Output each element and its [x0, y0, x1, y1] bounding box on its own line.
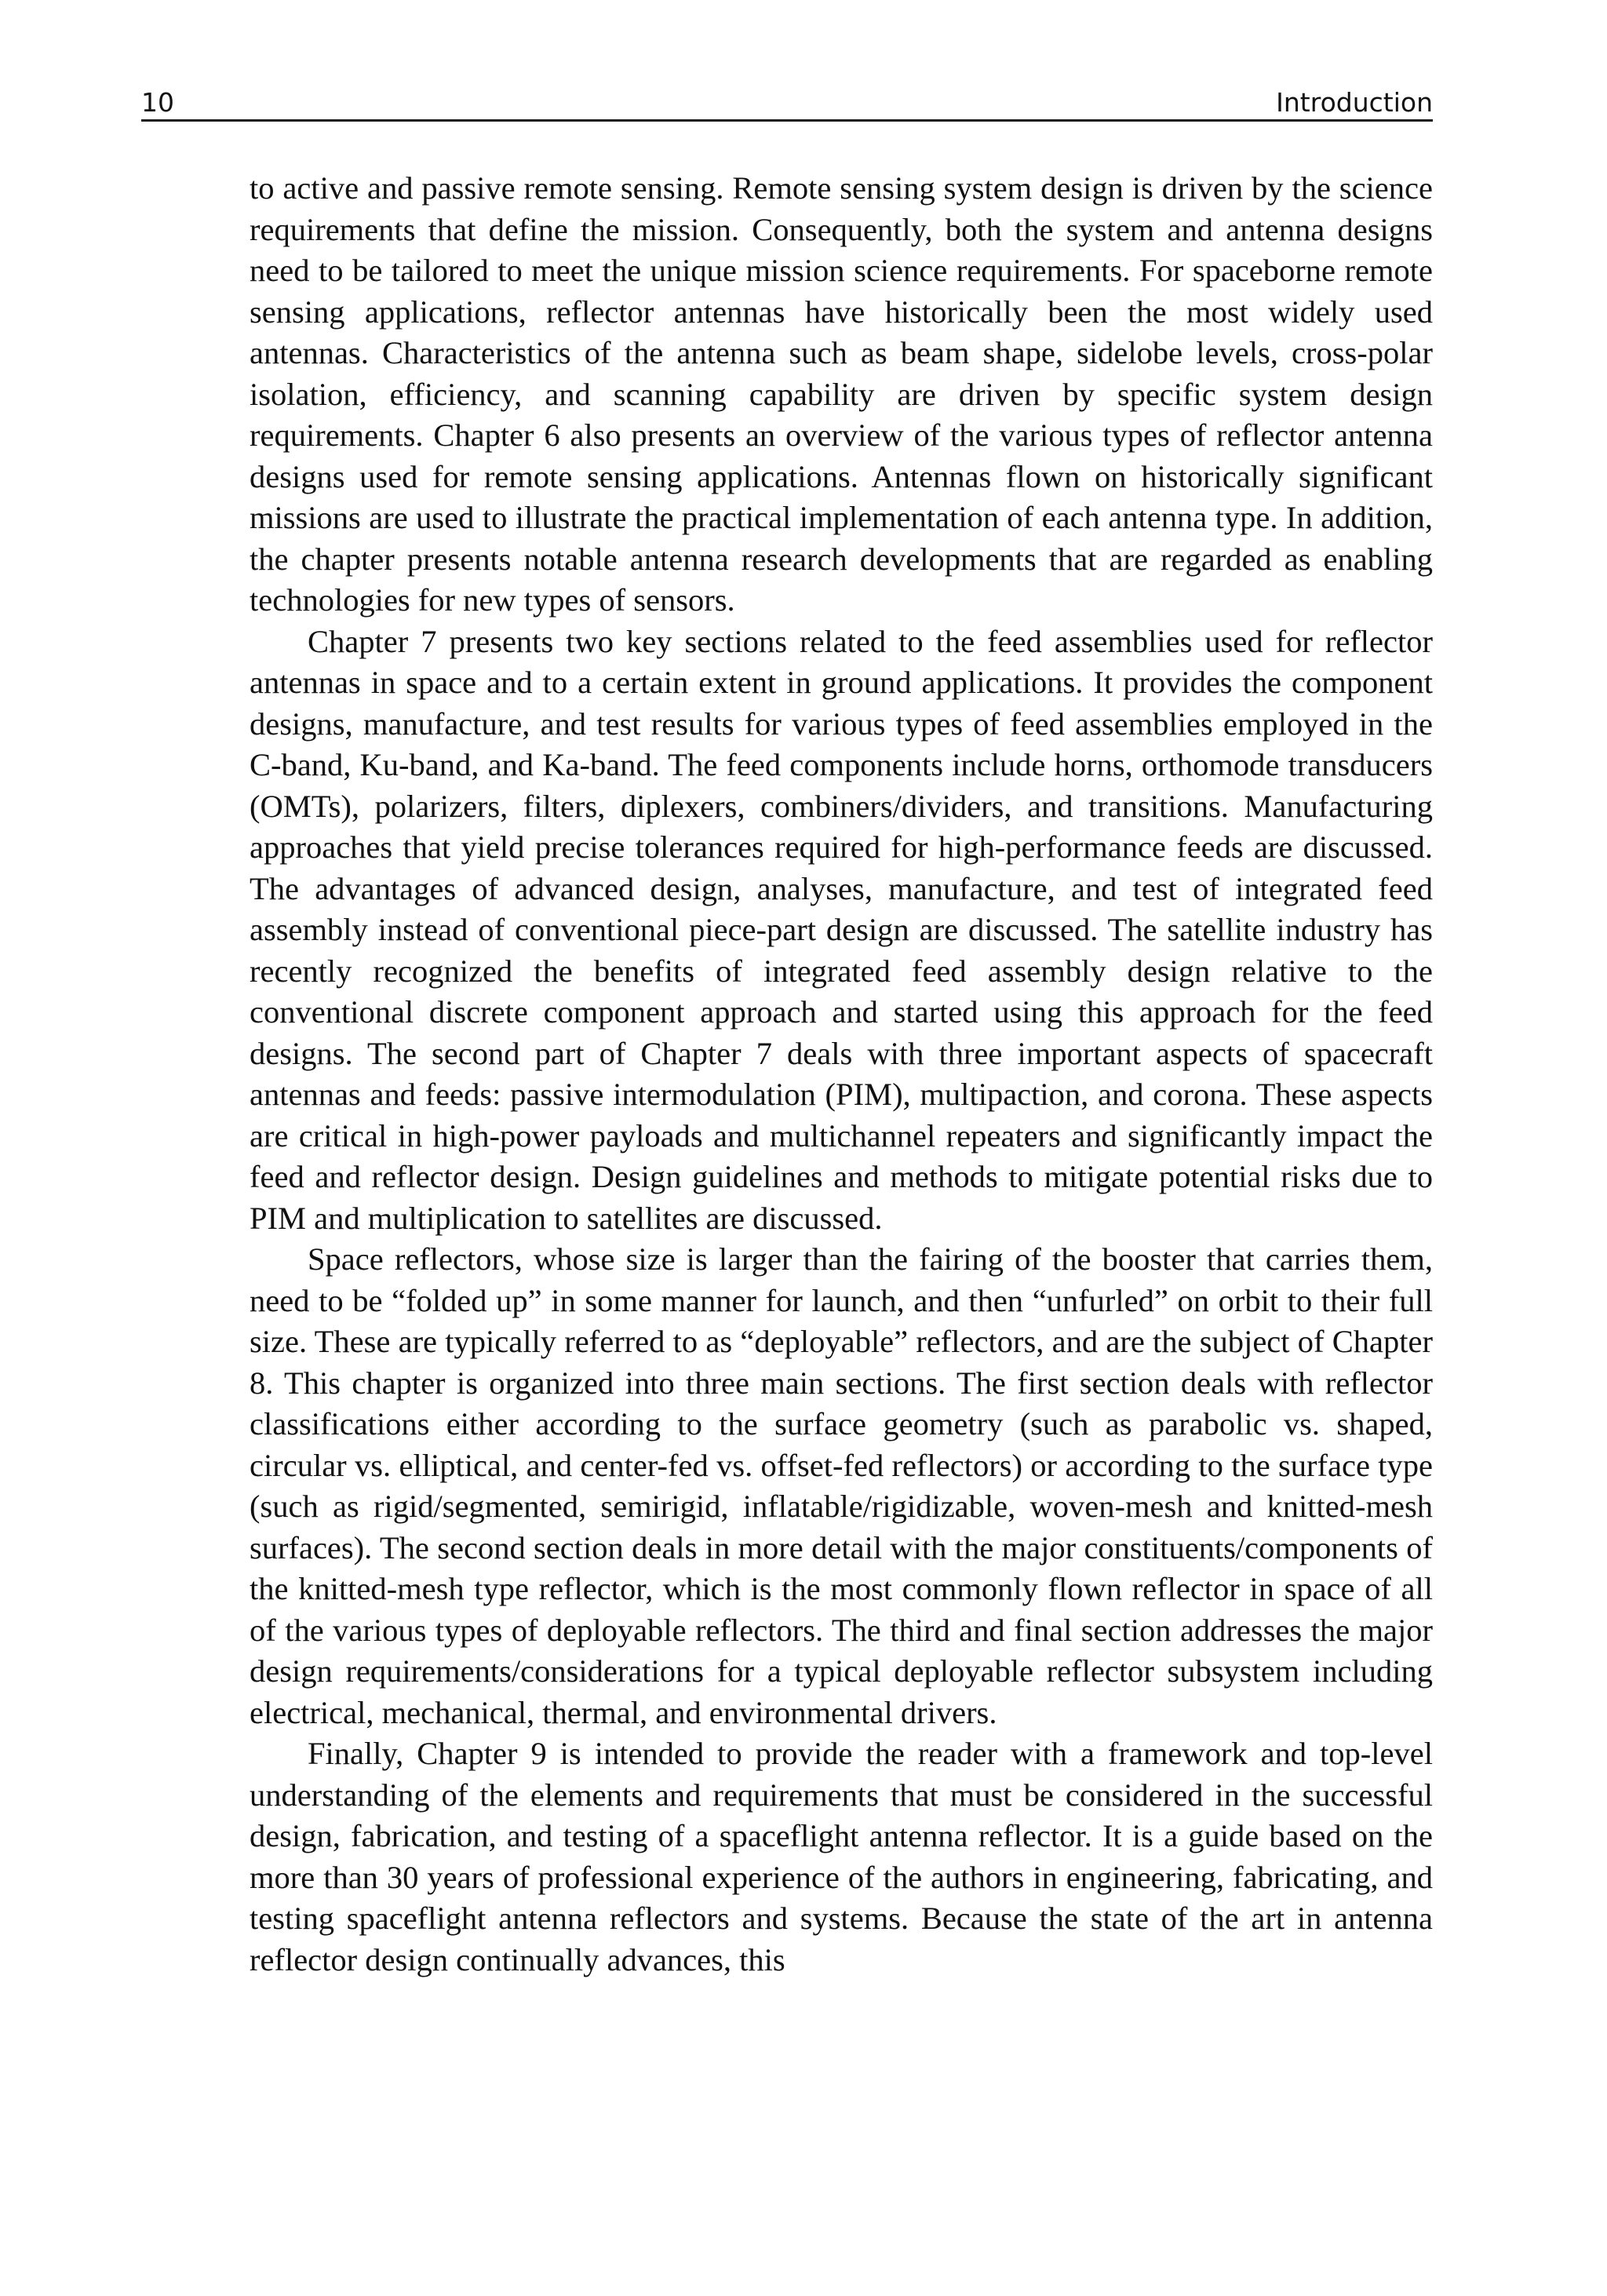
- running-head: [141, 86, 1433, 122]
- paragraph-chapter-8: Space reflectors, whose size is larger than the fairing of the booster that carries them, need to be “folded up” in some manner for launch, and then “unfurled” on orbit to their full size. These are typically referred to as “deployable” reflectors, and are the subject of Chapter 8. This chapter is organized into three main sections. The first section deals with reflector classifications either according to the surface geometry (such as parabolic vs. shaped, circular vs. elliptical, and center-fed vs. offset-fed reflectors) or according to the surface type (such as rigid/segmented, semirigid, inflatable/rigidizable, woven-mesh and knitted-mesh surfaces). The second section deals in more detail with the major constituents/components of the knitted-mesh type reflector, which is the most commonly flown reflector in space of all of the various types of deployable reflectors. The third and final section addresses the major design requirements/considerations for a typical deployable reflector subsystem including electrical, mechanical, thermal, and environmental drivers.: [250, 1241, 1433, 1730]
- body-text: [250, 168, 1433, 1981]
- paragraph-chapter-7: Chapter 7 presents two key sections related to the feed assemblies used for reflector antennas in space and to a certain extent in ground applications. It provides the component designs, manufacture, and test results for various types of feed assemblies employed in the C-band, Ku-band, and Ka-band. The feed components include horns, orthomode transducers (OMTs), polarizers, filters, diplexers, combiners/dividers, and transitions. Manufacturing approaches that yield precise tolerances required for high-performance feeds are discussed. The advantages of advanced design, analyses, manufacture, and test of integrated feed assembly instead of conventional piece-part design are discussed. The satellite industry has recently recognized the benefits of integrated feed assembly design relative to the conventional discrete component approach and started using this approach for the feed designs. The second part of Chapter 7 deals with three important aspects of spacecraft antennas and feeds: passive intermodulation (PIM), multipaction, and corona. These aspects are critical in high-power payloads and multichannel repeaters and significantly impact the feed and reflector design. Design guidelines and methods to mitigate potential risks due to PIM and multiplication to satellites are discussed.: [250, 623, 1433, 1236]
- page-number: 10: [141, 87, 174, 118]
- paragraph-continued: to active and passive remote sensing. Remote sensing system design is driven by the science requirements that define the mission. Consequently, both the system and antenna designs need to be tailored to meet the unique mission science requirements. For spaceborne remote sensing applications, reflector antennas have historically been the most widely used antennas. Characteristics of the antenna such as beam shape, sidelobe levels, cross-polar isolation, efficiency, and scanning capability are driven by specific system design requirements. Chapter 6 also presents an overview of the various types of reflector antenna designs used for remote sensing applications. Antennas flown on historically significant missions are used to illustrate the practical implementation of each antenna type. In addition, the chapter presents notable antenna research developments that are regarded as enabling technologies for new types of sensors.: [250, 170, 1433, 618]
- running-title: Introduction: [1276, 87, 1433, 118]
- paragraph-chapter-9: Finally, Chapter 9 is intended to provide the reader with a framework and top-level understanding of the elements and requirements that must be considered in the successful design, fabrication, and testing of a spaceflight antenna reflector. It is a guide based on the more than 30 years of professional experience of the authors in engineering, fabricating, and testing spaceflight antenna reflectors and systems. Because the state of the art in antenna reflector design continually advances, this: [250, 1736, 1433, 1977]
